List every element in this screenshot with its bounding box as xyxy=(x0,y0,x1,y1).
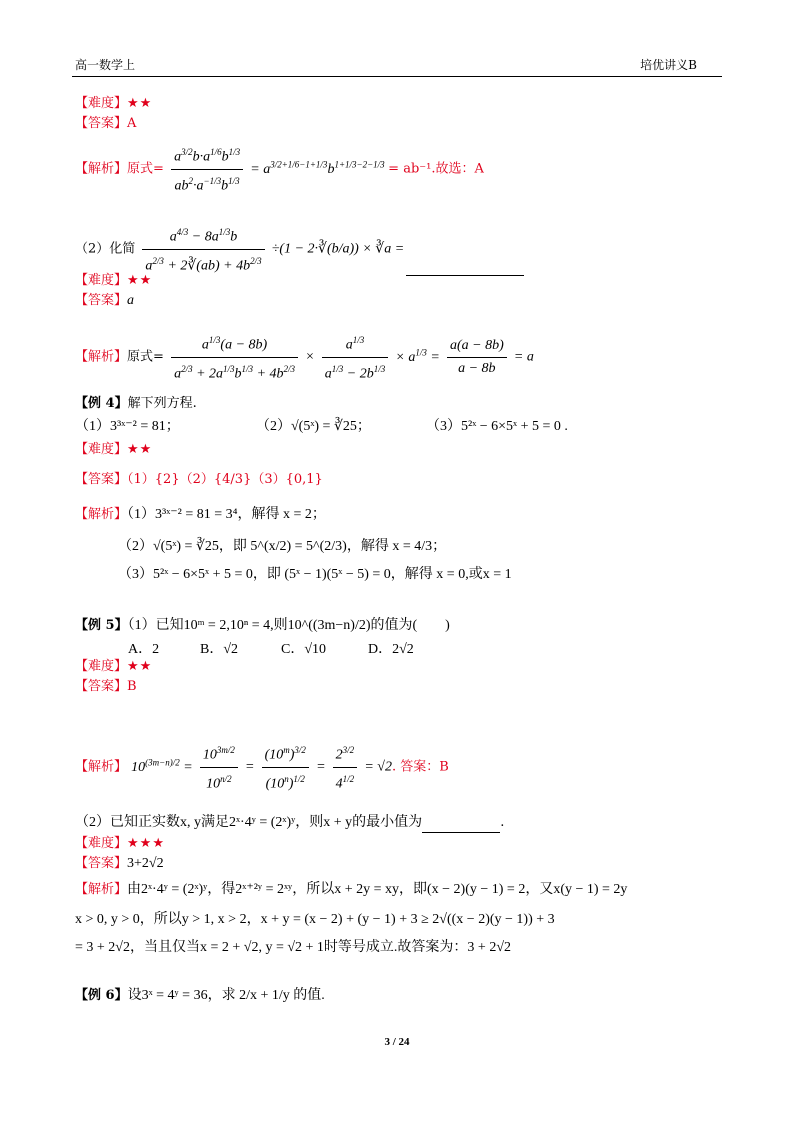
answer-blank-2 xyxy=(422,831,500,833)
example-5-q2: （2）已知正实数x, y满足2ˣ·4ʸ = (2ˣ)ʸ，则x + y的最小值为 . xyxy=(75,813,504,833)
answer-row-3: 【答案】（1）{2}（2）{4/3}（3）{0,1} xyxy=(75,472,323,487)
analysis-step-3: （3）5²ˣ − 6×5ˣ + 5 = 0，即 (5ˣ − 1)(5ˣ − 5) = 0，解得 x = 0,或x = 1 xyxy=(118,567,512,582)
answer-row-5: 【答案】3+2√2 xyxy=(75,856,164,871)
difficulty-row-5: 【难度】★★★ xyxy=(75,836,165,851)
example-5-q1: 【例 5】（1）已知10ᵐ = 2,10ⁿ = 4,则10^((3m−n)/2)的值为( ) xyxy=(75,618,450,633)
example-4-title: 【例 4】解下列方程. xyxy=(75,396,197,411)
difficulty-row: 【难度】★★ xyxy=(75,96,153,111)
example-6: 【例 6】设3ˣ = 4ʸ = 36，求 2/x + 1/y 的值. xyxy=(75,988,325,1003)
difficulty-row-4: 【难度】★★ xyxy=(75,659,153,674)
option-b: B．√2 xyxy=(200,642,239,657)
example-4-q3: （3）5²ˣ − 6×5ˣ + 5 = 0 . xyxy=(426,419,568,434)
answer-row-4: 【答案】B xyxy=(75,679,137,694)
analysis-step-5b: x > 0, y > 0，所以y > 1, x > 2，x + y = (x − 2) + (y − 1) + 3 ≥ 2√((x − 2)(y − 1)) + 3 xyxy=(75,912,555,927)
header-left: 高一数学上 xyxy=(75,58,136,72)
option-a: A．2 xyxy=(128,642,160,657)
answer-row: 【答案】A xyxy=(75,116,137,131)
analysis-row-4: 【解析】 $10^{(3m-n)/2}$ = $\frac{10^{3m/2}}{10^{n/2}}$ = $\frac{(10^m)^{3/2}}{(10^n)^{1/2}}$ = $\frac{2^{3/2}}{4^{1/2}}$ = √2. 答案：B xyxy=(75,740,449,794)
analysis-step-2: （2）√(5ˣ) = ∛25，即 5^(x/2) = 5^(2/3)，解得 x = 4/3； xyxy=(118,539,447,554)
option-d: D．2√2 xyxy=(368,642,414,657)
header-right: 培优讲义B xyxy=(640,58,697,72)
example-4-q1: （1）3³ˣ⁻² = 81； xyxy=(75,419,180,434)
header-divider xyxy=(72,76,722,77)
analysis-row-2: 【解析】原式= $\frac{a^{1/3}(a - 8b)}{a^{2/3} + 2a^{1/3}b^{1/3} + 4b^{2/3}}$ × $\frac{a^{1/3}}{a^{1/3} - 2b^{1/3}}$ × $a^{1/3}$ = $\frac{a(a - 8b)}{a - 8b}$ = a xyxy=(75,330,534,384)
page-header xyxy=(0,0,794,80)
question-2: （2）化简 $\frac{a^{4/3} - 8a^{1/3}b}{a^{2/3} + 2∛(ab) + 4b^{2/3}}$ ÷(1 − 2·∛(b/a)) × ∛a = xyxy=(75,222,524,276)
difficulty-row-2: 【难度】★★ xyxy=(75,273,153,288)
page-number: 3 / 24 xyxy=(384,1036,410,1048)
q2-fraction: $\frac{a^{4/3} - 8a^{1/3}b}{a^{2/3} + 2∛(ab) + 4b^{2/3}}$ xyxy=(142,222,264,276)
answer-blank xyxy=(406,274,524,276)
answer-row-2: 【答案】a xyxy=(75,293,135,308)
difficulty-row-3: 【难度】★★ xyxy=(75,442,153,457)
analysis-step-5c: = 3 + 2√2，当且仅当x = 2 + √2, y = √2 + 1时等号成立.故答案为：3 + 2√2 xyxy=(75,940,512,955)
example-4-q2: （2）√(5ˣ) = ∛25； xyxy=(256,419,371,434)
analysis-row-5: 【解析】由2ˣ·4ʸ = (2ˣ)ʸ，得2ˣ⁺²ʸ = 2ˣʸ，所以x + 2y = xy，即(x − 2)(y − 1) = 2，又x(y − 1) = 2y xyxy=(75,882,628,897)
analysis-fraction: $\frac{a^{3/2}b\cdot a^{1/6}b^{1/3}}{ab^2\cdot a^{-1/3}b^{1/3}}$ xyxy=(171,142,243,196)
analysis-row-3: 【解析】（1）3³ˣ⁻² = 81 = 3⁴，解得 x = 2； xyxy=(75,507,326,522)
analysis-row: 【解析】原式= $\frac{a^{3/2}b\cdot a^{1/6}b^{1/3}}{ab^2\cdot a^{-1/3}b^{1/3}}$ = $a^{3/2+1/6-1+1/3}b^{1+1/3-2-1/3} = ab^{-1}$.故选：A xyxy=(75,142,484,196)
option-c: C．√10 xyxy=(281,642,327,657)
